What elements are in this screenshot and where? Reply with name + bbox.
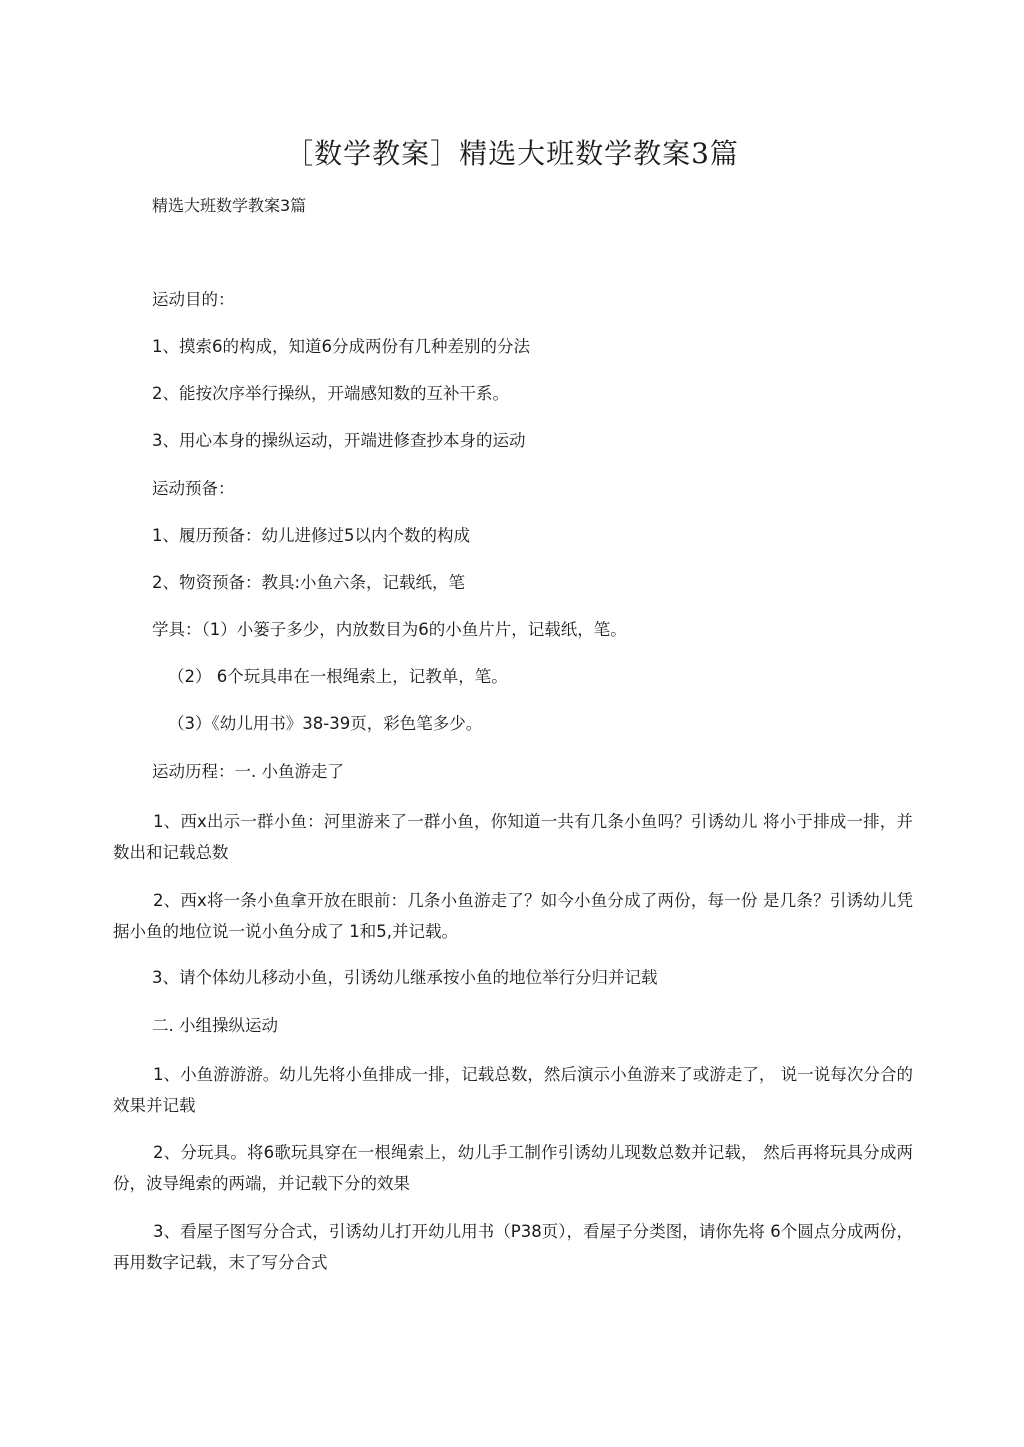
section-heading-group-activity: 二. 小组操纵运动 — [152, 1016, 278, 1035]
paragraph: 学具：（1）小篓子多少，内放数目为6的小鱼片片，记载纸，笔。 — [152, 620, 627, 639]
paragraph: 3、请个体幼儿移动小鱼，引诱幼儿继承按小鱼的地位举行分归并记载 — [152, 968, 658, 987]
paragraph: 1、摸索6的构成，知道6分成两份有几种差别的分法 — [152, 337, 530, 356]
paragraph: 3、看屋子图写分合式，引诱幼儿打开幼儿用书（P38页），看屋子分类图，请你先将 6个圆点分成两份，再用数字记载，末了写分合式 — [113, 1222, 913, 1272]
paragraph: （2） 6个玩具串在一根绳索上，记教单，笔。 — [168, 667, 508, 686]
section-heading-process: 运动历程：一. 小鱼游走了 — [152, 762, 344, 781]
paragraph: 2、物资预备：教具:小鱼六条，记载纸，笔 — [152, 573, 466, 592]
paragraph: 2、分玩具。将6歌玩具穿在一根绳索上，幼儿手工制作引诱幼儿现数总数并记载， 然后再将玩具分成两份，波导绳索的两端，并记载下分的效果 — [113, 1143, 913, 1193]
paragraph: 2、西x将一条小鱼拿开放在眼前：几条小鱼游走了？如今小鱼分成了两份，每一份 是几条？引诱幼儿凭据小鱼的地位说一说小鱼分成了 1和5,并记载。 — [113, 891, 913, 941]
document-subtitle: 精选大班数学教案3篇 — [152, 196, 307, 215]
paragraph: 1、履历预备：幼儿进修过5以内个数的构成 — [152, 526, 470, 545]
section-heading-preparation: 运动预备： — [152, 479, 235, 498]
section-heading-goals: 运动目的： — [152, 290, 235, 309]
paragraph: 3、用心本身的操纵运动，开端进修查抄本身的运动 — [152, 431, 526, 450]
paragraph: （3）《幼儿用书》38-39页，彩色笔多少。 — [168, 714, 483, 733]
paragraph: 1、西x出示一群小鱼：河里游来了一群小鱼，你知道一共有几条小鱼吗？引诱幼儿 将小于排成一排，并数出和记载总数 — [113, 812, 913, 862]
document-title: ［数学教案］精选大班数学教案3篇 — [285, 137, 739, 170]
paragraph: 2、能按次序举行操纵，开端感知数的互补干系。 — [152, 384, 509, 403]
paragraph: 1、小鱼游游游。幼儿先将小鱼排成一排，记载总数，然后演示小鱼游来了或游走了， 说一说每次分合的效果并记载 — [113, 1065, 913, 1115]
